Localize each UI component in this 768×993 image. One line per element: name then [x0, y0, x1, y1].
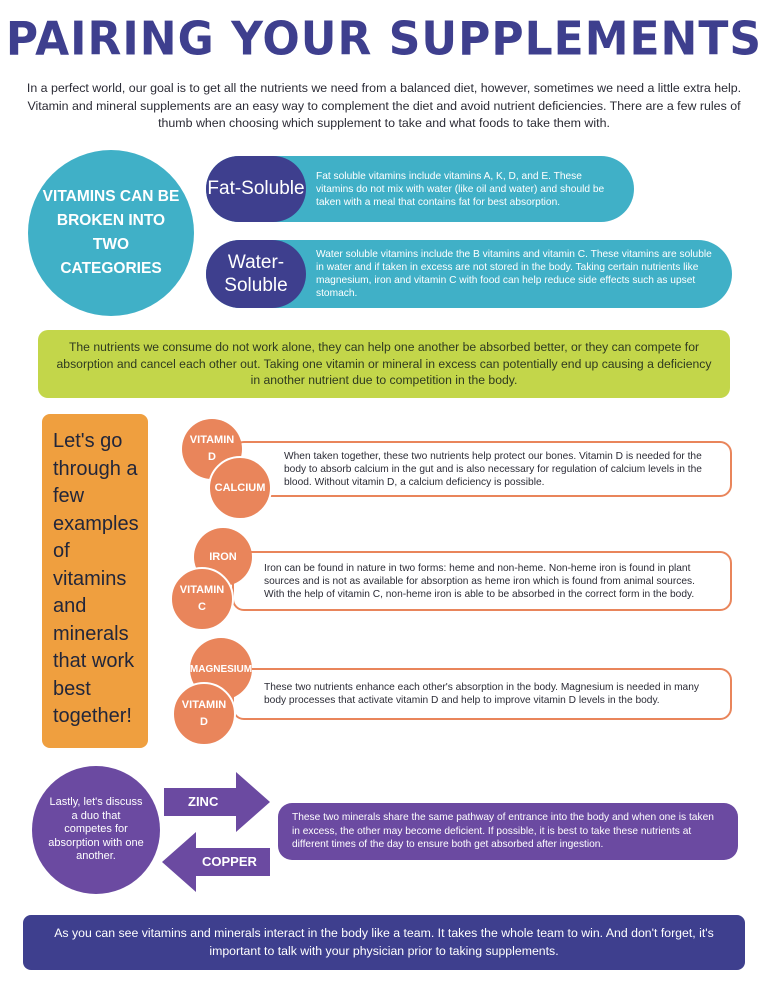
water-soluble-label: Water-Soluble	[206, 240, 306, 308]
nutrients-note: The nutrients we consume do not work alone, they can help one another be absorbed better, or they can compete for absorption and cancel each other out. Taking one vitamin or mineral in excess can potentially end up causing a deficiency in another nutrient due to competition in the body.	[38, 330, 730, 398]
page-title: PAIRING YOUR SUPPLEMENTS	[5, 12, 763, 67]
pair-3-nutrient-b: VITAMIN D	[172, 682, 236, 746]
pair-3-nutrient-a: MAGNESIUM	[190, 638, 252, 700]
compete-text: These two minerals share the same pathway of entrance into the body and when one is taken in excess, the other may become deficient. If possible, it is best to take these nutrients at different times of the day to ensure both get absorbed after ingestion.	[278, 803, 738, 860]
pair-2-box	[232, 551, 732, 611]
compete-circle	[32, 766, 160, 894]
footer-note: As you can see vitamins and minerals interact in the body like a team. It takes the whole team to win. And don't forget, it's important to talk with your physician prior to taking supplements.	[23, 915, 745, 970]
pair-3-text: These two nutrients enhance each other's absorption in the body. Magnesium is needed in many body processes that activate vitamin D and help to improve vitamin D levels in the body.	[264, 682, 699, 706]
intro-paragraph: In a perfect world, our goal is to get all the nutrients we need from a balanced diet, however, sometimes we need a little extra help. Vitamin and mineral supplements are an easy way to complement the diet and avoid nutrient deficiencies. There are a few rules of thumb when choosing which supplement to take and what foods to take them with.	[26, 81, 742, 130]
pair-1-box	[232, 441, 732, 497]
fat-soluble-text: Fat soluble vitamins include vitamins A, K, D, and E. These vitamins do not mix with water (like oil and water) and should be taken with a meal that contains fat for best absorption.	[316, 170, 605, 208]
pair-1-text: When taken together, these two nutrients help protect our bones. Vitamin D is needed for the body to absorb calcium in the gut and is also necessary for regulation of calcium levels in the blood. Without vitamin D, a calcium deficiency is possible.	[284, 450, 702, 488]
categories-heading: VITAMINS CAN BE BROKEN INTO TWO CATEGORIES	[42, 188, 180, 277]
copper-label: COPPER	[202, 854, 257, 869]
water-soluble-text: Water soluble vitamins include the B vitamins and vitamin C. These vitamins are soluble in water and if taken in excess are not stored in the body. Taking certain nutrients like magnesium, iron and vitamin C with food can help reduce side effects such as upset stomach.	[316, 249, 712, 299]
pair-3-box	[232, 668, 732, 720]
zinc-label: ZINC	[188, 794, 219, 809]
pair-1-nutrient-b: CALCIUM	[208, 456, 272, 520]
examples-heading: Let's go through a few examples of vitamins and minerals that work best together!	[42, 414, 148, 748]
pair-1-nutrient-a: VITAMIN D	[182, 419, 242, 479]
fat-soluble-pill	[206, 156, 634, 222]
pair-2-nutrient-a: IRON	[194, 528, 252, 586]
categories-circle	[28, 150, 194, 316]
fat-soluble-label: Fat-Soluble	[206, 156, 306, 222]
pair-2-text: Iron can be found in nature in two forms: heme and non-heme. Non-heme iron is found in plant sources and is not as available for absorption as heme iron which is found from animal sources. With the help of vitamin C, non-heme iron is able to be absorbed in the correct form in the body.	[264, 562, 695, 600]
compete-intro: Lastly, let's discuss a duo that competes for absorption with one another.	[48, 796, 144, 863]
pair-2-nutrient-b: VITAMIN C	[170, 567, 234, 631]
water-soluble-pill	[206, 240, 732, 308]
